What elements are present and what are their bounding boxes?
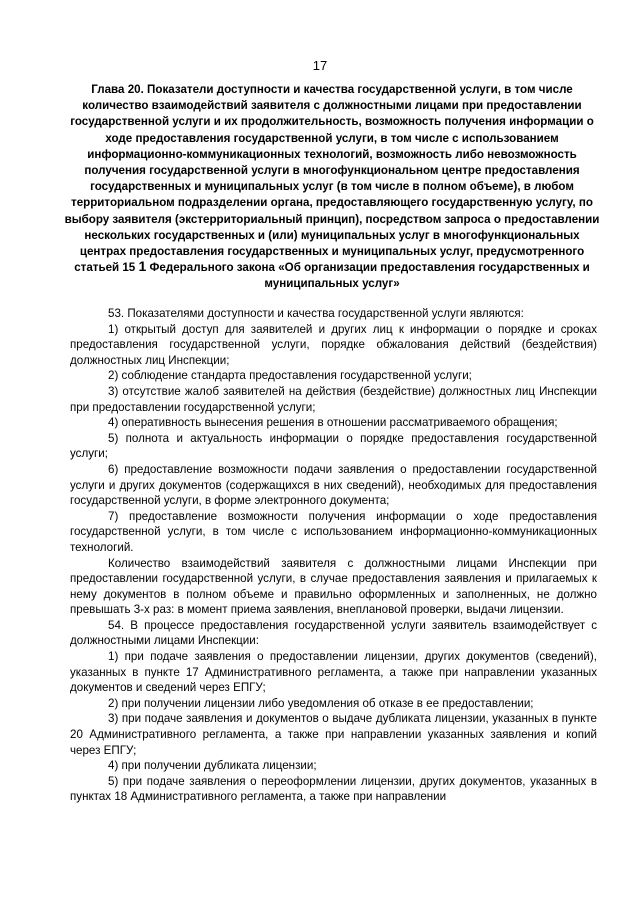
paragraph: 53. Показателями доступности и качества государственной услуги являются: [108, 307, 524, 320]
paragraph: 1) при подаче заявления о предоставлении лицензии, других документов (сведений), указанных в пункте 17 Административного регламента, а также при направлении указанных документов и сведений через ЕПГУ; [70, 650, 597, 695]
page-number: 17 [312, 58, 328, 73]
chapter-heading [62, 82, 602, 293]
paragraph: 4) при получении дубликата лицензии; [108, 759, 317, 773]
paragraph: 7) предоставление возможности получения информации о ходе предоставления государственной услуги, в том числе с использованием информационно-коммуникационных технологий. [70, 509, 597, 554]
heading-text-end: Федерального закона «Об организации предоставления государственных и муниципальных услуг» [149, 261, 590, 291]
paragraph: 3) при подаче заявления и документов о выдаче дубликата лицензии, указанных в пункте 20 Административного регламента, а также при направлении указанных заявления и копий через ЕПГУ; [70, 712, 597, 757]
paragraph: 5) при подаче заявления о переоформлении лицензии, других документов, указанных в пунктах 18 Административного регламента, а также при направлении [70, 774, 597, 804]
paragraph: 6) предоставление возможности подачи заявления о предоставлении государственной услуги и других документов (содержащихся в них сведений), необходимых для предоставления государственной услуги, в форме электронного документа; [70, 462, 597, 508]
paragraph: Количество взаимодействий заявителя с должностными лицами Инспекции при предоставлении государственной услуги, в случае предоставления заявления и прилагаемых к нему документов в полном объеме и правильно оформленных и заполненных, не должно превышать 3-х раз: в момент приема заявления, внеплановой проверки, выдачи лицензии. [70, 556, 597, 617]
paragraph: 2) соблюдение стандарта предоставления государственной услуги; [108, 369, 472, 383]
heading-superscript: 1 [138, 258, 147, 275]
heading-text: Глава 20. Показатели доступности и качества государственной услуги, в том числе количество взаимодействий заявителя с должностными лицами при предоставлении государственной услуги и их продолжительность, возможность получения информации о ходе предоставления государственной услуги, в том числе с использованием информационно-коммуникационных технологий, возможность либо невозможность получения государственной услуги в многофункциональном центре предоставления государственных и муниципальных услуг (в том числе в полном объеме), в любом территориальном подразделении органа, предоставляющего государственную услугу, по выбору заявителя (экстерриториальный принцип), посредством запроса о предоставлении нескольких государственных и (или) муниципальных услуг в многофункциональных центрах предоставления государственных и муниципальных услуг, предусмотренного статьей 15 [64, 83, 600, 275]
paragraph: 5) полнота и актуальность информации о порядке предоставления государственной услуги; [70, 431, 597, 461]
paragraph: 3) отсутствие жалоб заявителей на действия (бездействие) должностных лиц Инспекции при предоставлении государственной услуги; [70, 384, 597, 414]
document-body [70, 306, 597, 805]
paragraph: 1) открытый доступ для заявителей и других лиц к информации о порядке и сроках предоставления государственной услуги, порядке обжалования действий (бездействия) должностных лиц Инспекции; [70, 322, 597, 367]
paragraph: 2) при получении лицензии либо уведомления об отказе в ее предоставлении; [108, 696, 534, 710]
paragraph: 4) оперативность вынесения решения в отношении рассматриваемого обращения; [108, 416, 558, 430]
paragraph: 54. В процессе предоставления государственной услуги заявитель взаимодействует с должностными лицами Инспекции: [70, 618, 597, 648]
